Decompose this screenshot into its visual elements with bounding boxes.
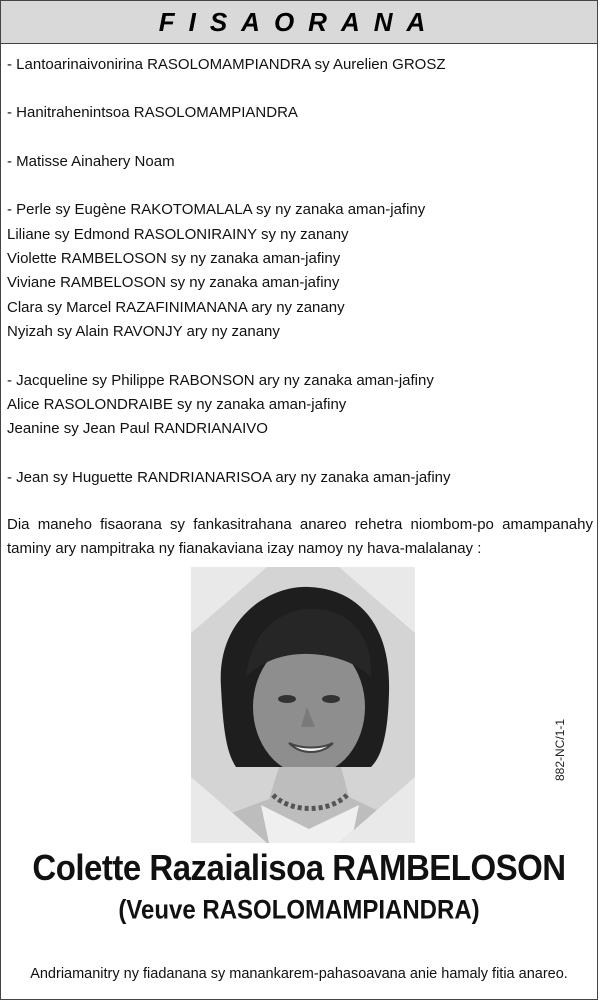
reference-code: 882-NC/1-1 <box>553 718 567 781</box>
deceased-name: Colette Razaialisoa RAMBELOSON <box>32 847 566 888</box>
family-group <box>7 101 593 125</box>
family-line: Clara sy Marcel RAZAFINIMANANA ary ny zanany <box>7 298 345 316</box>
family-line: Viviane RAMBELOSON sy ny zanaka aman-jafiny <box>7 274 340 292</box>
family-line: Alice RASOLONDRAIBE sy ny zanaka aman-jafiny <box>7 396 347 414</box>
family-line: - Perle sy Eugène RAKOTOMALALA sy ny zanaka aman-jafiny <box>7 201 426 219</box>
family-line: - Hanitrahenintsoa RASOLOMAMPIANDRA <box>7 104 298 122</box>
family-list <box>7 53 593 514</box>
family-line: - Jean sy Huguette RANDRIANARISOA ary ny zanaka aman-jafiny <box>7 468 451 486</box>
family-group <box>7 369 593 442</box>
family-line: - Matisse Ainahery Noam <box>7 152 175 170</box>
portrait-photo <box>191 567 415 843</box>
family-group <box>7 198 593 344</box>
portrait-frame <box>191 567 415 843</box>
family-line: - Jacqueline sy Philippe RABONSON ary ny zanaka aman-jafiny <box>7 371 434 389</box>
maiden-name: (Veuve RASOLOMAMPIANDRA) <box>118 895 480 926</box>
page-title: FISAORANA <box>158 6 440 37</box>
family-group <box>7 150 593 174</box>
family-line: - Lantoarinaivonirina RASOLOMAMPIANDRA sy Aurelien GROSZ <box>7 56 446 73</box>
family-line: Nyizah sy Alain RAVONJY ary ny zanany <box>7 323 280 341</box>
family-group <box>7 53 593 77</box>
family-line: Jeanine sy Jean Paul RANDRIANAIVO <box>7 420 268 438</box>
header-band <box>1 1 597 44</box>
portrait-image <box>191 567 415 843</box>
intro-paragraph: Dia maneho fisaorana sy fankasitrahana anareo rehetra niombom-po amampanahy taminy ary nampitraka ny fianakaviana izay namoy ny hava-malalanay : <box>7 516 593 558</box>
closing-blessing: Andriamanitry ny fiadanana sy manankarem-pahasoavana anie hamaly fitia anareo. <box>30 966 568 982</box>
family-line: Violette RAMBELOSON sy ny zanaka aman-jafiny <box>7 250 341 268</box>
family-line: Liliane sy Edmond RASOLONIRAINY sy ny zanany <box>7 225 349 243</box>
family-group <box>7 466 593 490</box>
